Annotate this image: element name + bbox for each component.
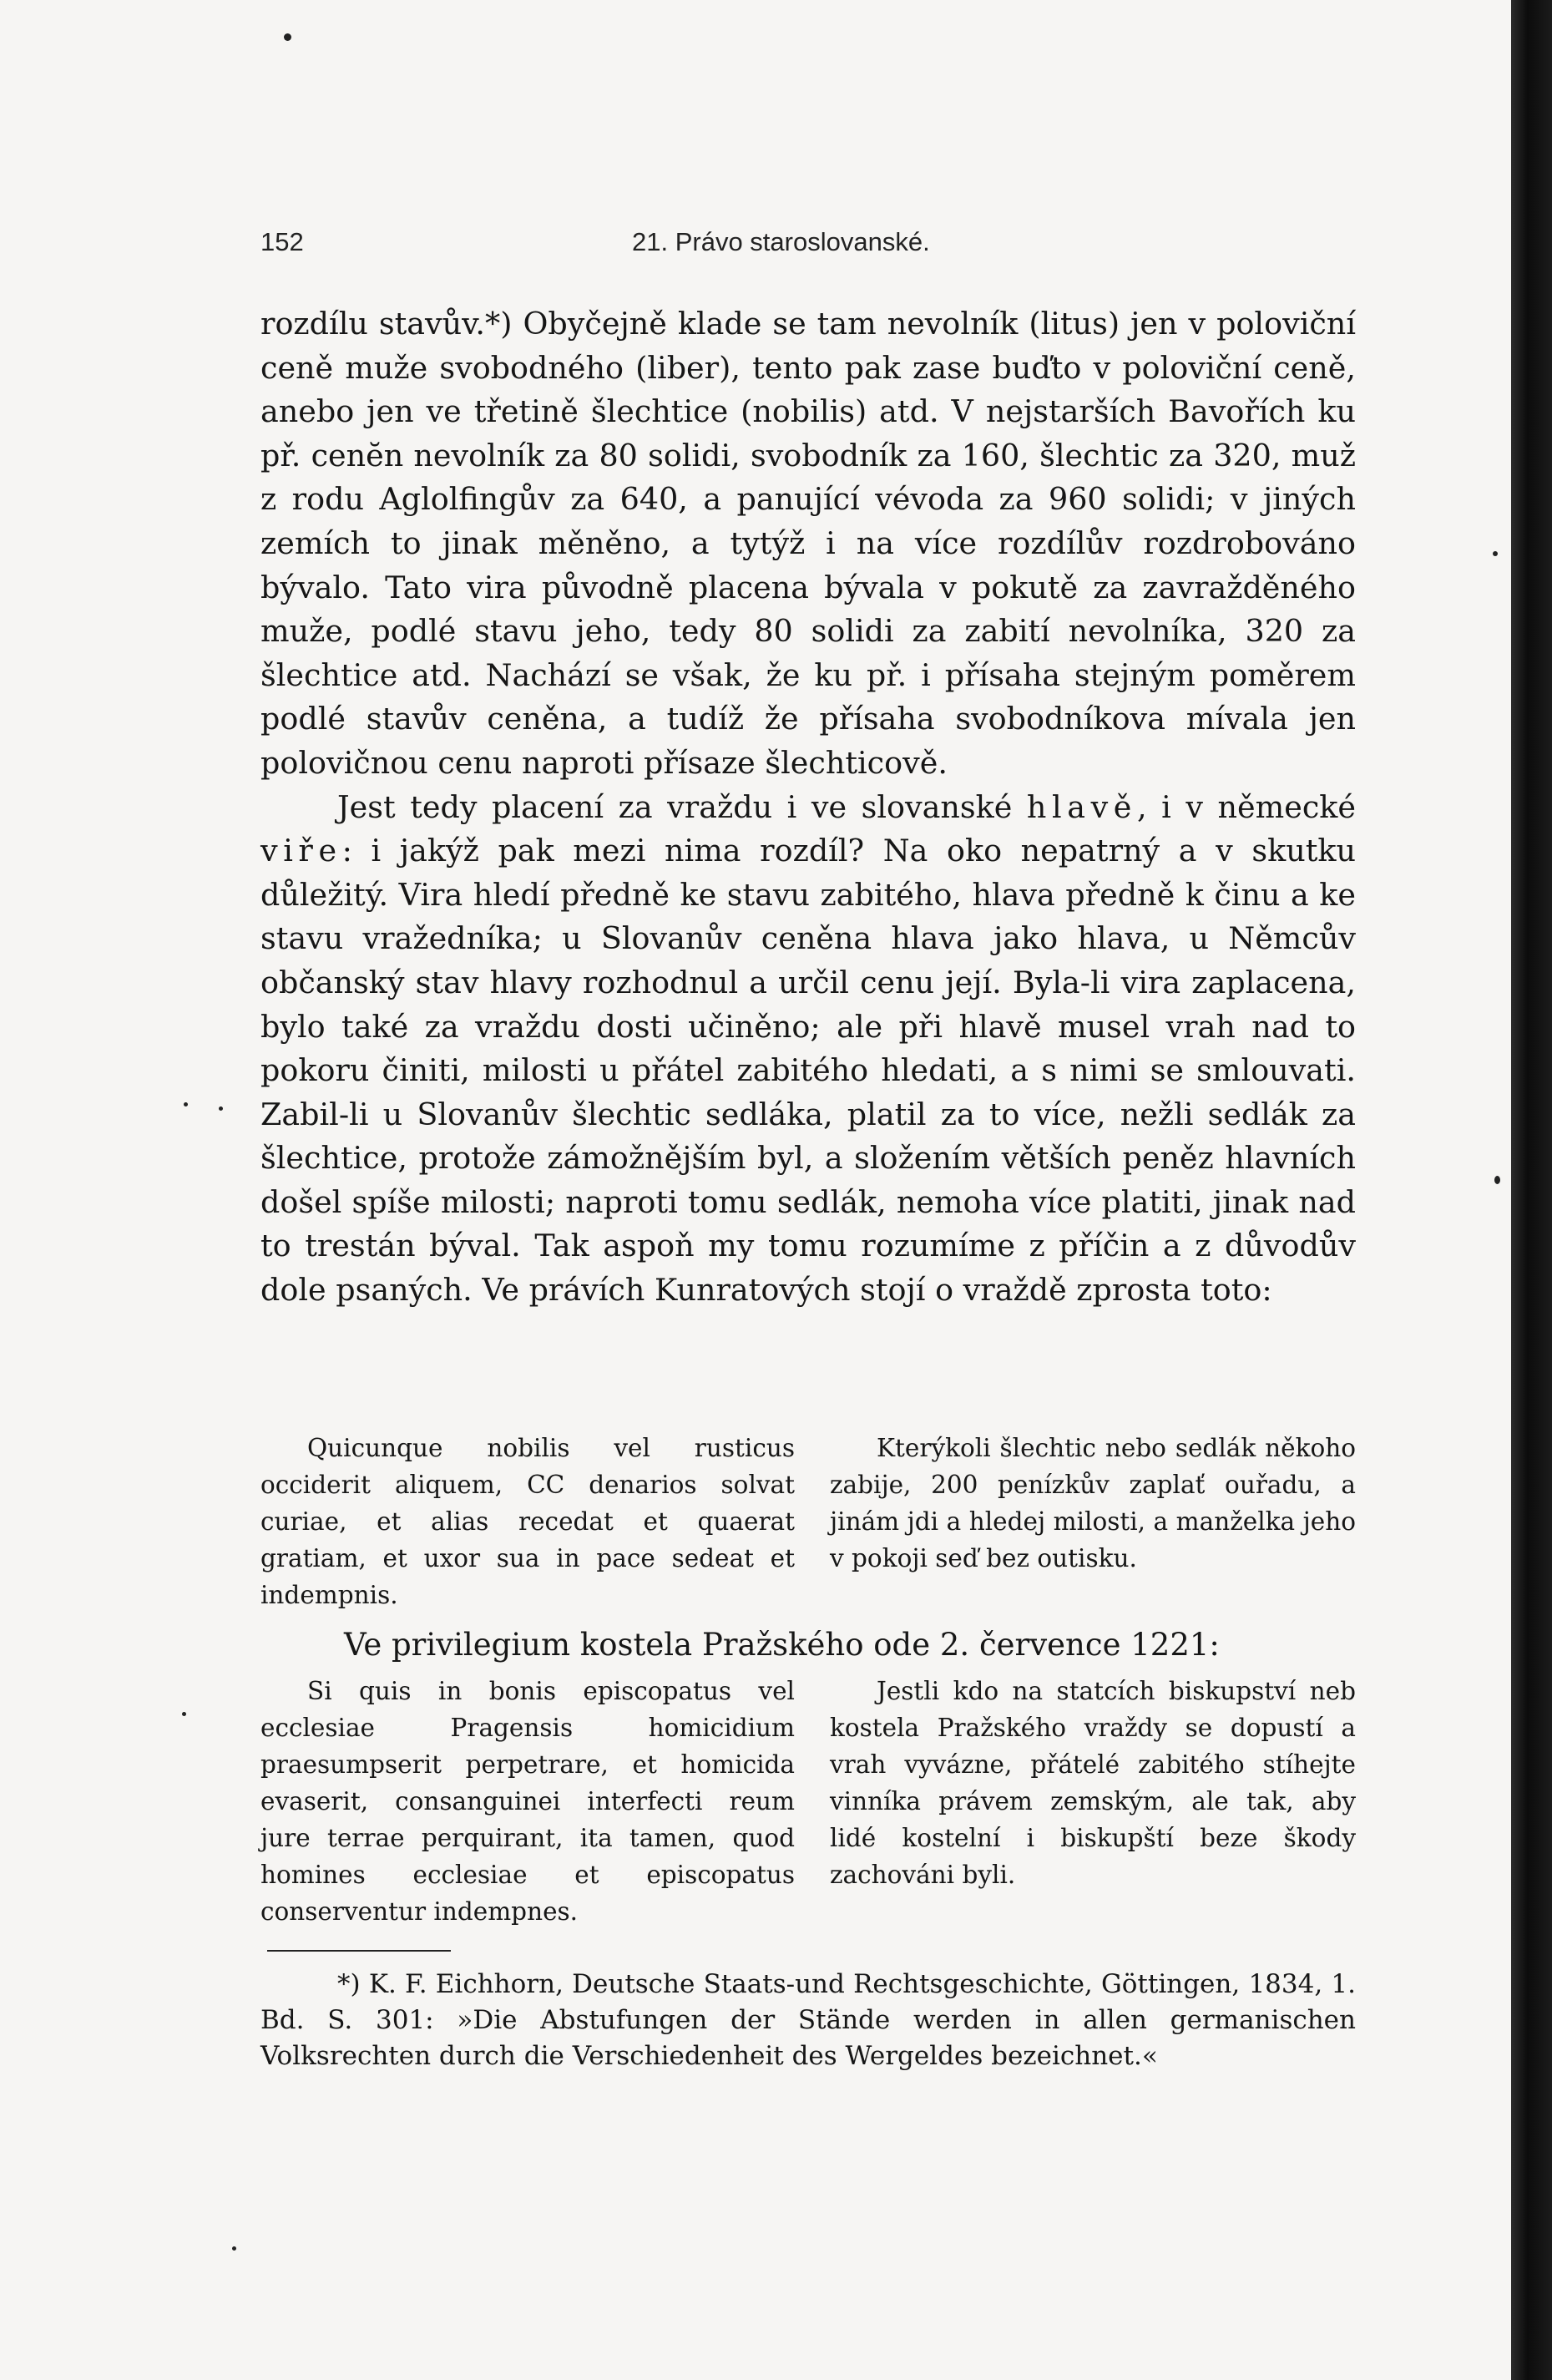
ink-speck xyxy=(182,1712,186,1716)
paragraph-2-part-b: , i v německé xyxy=(1136,788,1356,825)
quote-1-latin: Quicunque nobilis vel rusticus occiderit aliquem, CC denarios solvat curiae, et alias recedat et quaerat gratiam, et uxor sua in pace sedeat et indempnis. xyxy=(260,1434,795,1609)
quote-2-czech: Jestli kdo na statcích biskupství neb kostela Pražského vraždy se dopustí a vrah vyvázne, přátelé zabitého stíhejte vinníka právem zemským, ale tak, aby lidé kostelní i biskupští beze škody zachováni byli. xyxy=(830,1677,1356,1889)
scan-edge xyxy=(1511,0,1552,2380)
paragraph-2-part-c: : i jakýž pak mezi nima rozdíl? Na oko nepatrný a v skutku důležitý. Vira hledí předně ke stavu zabitého, hlava předně k činu a ke stavu vražedníka; u Slovanův ceněna hlava jako hlava, u Němcův občanský stav hlavy rozhodnul a určil cenu její. Byla-li vira zaplacena, bylo také za vraždu dosti učiněno; ale při hlavě musel vrah nad to pokoru činiti, milosti u přátel zabitého hledati, a s nimi se smlouvati. Zabil-li u Slovanův šlechtic sedláka, platil za to více, nežli sedlák za šlechtice, protože zámožnějším byl, a složením větších peněz hlavních došel spíše milosti; naproti tomu sedlák, nemoha více platiti, jinak nad to trestán býval. Tak aspoň my tomu rozumíme z příčin a z důvodův dole psaných. Ve právích Kunratových stojí o vraždě zprosta toto: xyxy=(260,833,1356,1309)
ink-speck xyxy=(232,2246,236,2251)
quote-1-czech: Kterýkoli šlechtic nebo sedlák někoho zabije, 200 penízkův zaplať ouřadu, a jinám jdi a hledej milosti, a manželka jeho v pokoji seď bez outisku. xyxy=(830,1434,1356,1572)
term-hlave: hlavě xyxy=(1026,788,1137,825)
footnote-divider xyxy=(267,1950,451,1952)
ink-speck xyxy=(284,33,291,41)
paragraph-1: rozdílu stavův.*) Obyčejně klade se tam nevolník (litus) jen v poloviční ceně muže svobodného (liber), tento pak zase buďto v poloviční ceně, anebo jen ve třetině šlechtice (nobilis) atd. V nejstarších Bavořích ku př. cenĕn nevolník za 80 solidi, svobodník za 160, šlechtic za 320, muž z rodu Aglolfingův za 640, a panující vévoda za 960 solidi; v jiných zemích to jinak měněno, a tytýž i na více rozdílův rozdrobováno bývalo. Tato vira původně placena bývala v pokutě za zavražděného muže, podlé stavu jeho, tedy 80 solidi za zabití nevolníka, 320 za šlechtice atd. Nachází se však, že ku př. i přísaha stejným poměrem podlé stavův ceněna, a tudíž že přísaha svobodníkova mívala jen polovičnou cenu naproti přísaze šlechticově. xyxy=(260,306,1356,781)
quote-block-2 xyxy=(260,1673,1356,1930)
footnote: *) K. F. Eichhorn, Deutsche Staats-und Rechtsgeschichte, Göttingen, 1834, 1. Bd. S. 301: »Die Abstufungen der Stände werden in allen germanischen Volksrechten durch die Verschiedenheit des Wergeldes bezeichnet.« xyxy=(260,1969,1356,2071)
paragraph-2-part-a: Jest tedy placení za vraždu i ve slovanské xyxy=(337,788,1027,825)
ink-speck xyxy=(184,1102,188,1106)
paragraph-2 xyxy=(260,786,1356,1313)
ink-speck xyxy=(1494,1176,1500,1184)
running-title: 21. Právo staroslovanské. xyxy=(632,227,930,256)
term-vire: viře xyxy=(260,833,342,869)
quote-block-1 xyxy=(260,1430,1356,1613)
page-number: 152 xyxy=(260,227,304,256)
page-header xyxy=(260,227,1354,269)
ink-speck xyxy=(1493,551,1498,556)
ink-speck xyxy=(219,1106,223,1111)
main-text xyxy=(260,302,1356,1313)
section-subheading: Ve privilegium kostela Pražského ode 2. července 1221: xyxy=(344,1627,1220,1663)
quote-2-latin: Si quis in bonis episcopatus vel ecclesiae Pragensis homicidium praesumpserit perpetrare, et homicida evaserit, consanguinei interfecti reum jure terrae perquirant, ita tamen, quod homines ecclesiae et episcopatus conserventur indempnes. xyxy=(260,1677,795,1926)
